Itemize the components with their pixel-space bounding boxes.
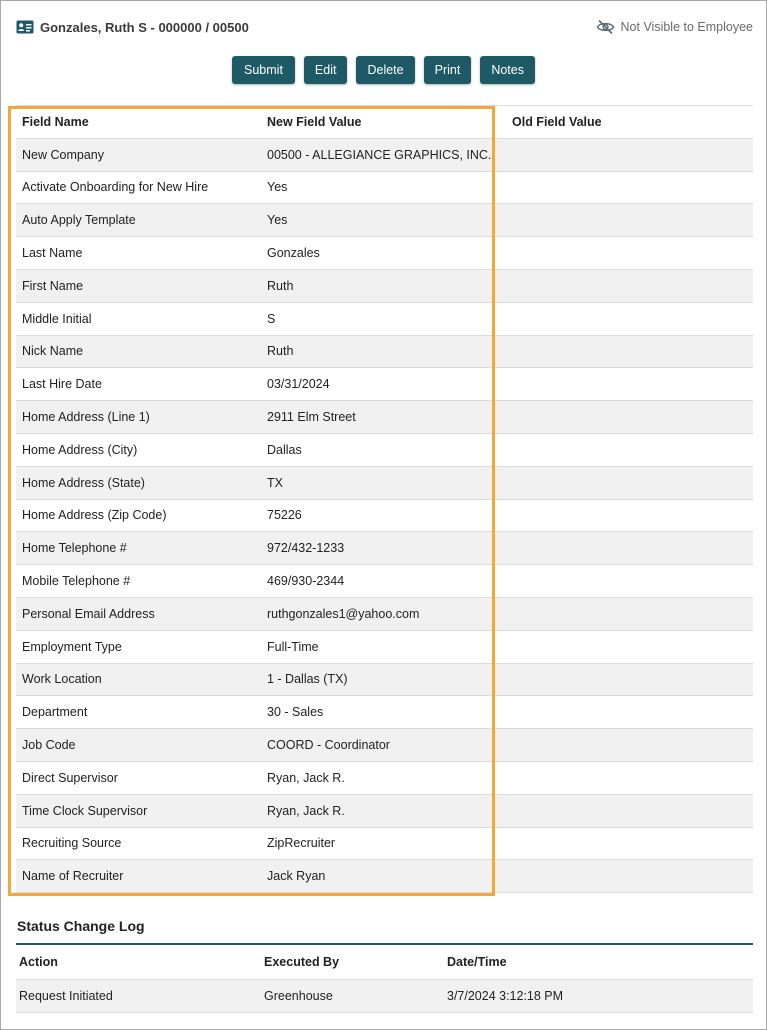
new-value-cell: Jack Ryan <box>261 860 506 893</box>
status-log-table <box>16 946 753 1013</box>
old-value-cell <box>506 827 753 860</box>
field-name-cell: Home Address (City) <box>16 433 261 466</box>
new-value-cell: Ruth <box>261 335 506 368</box>
employee-header <box>16 16 753 38</box>
old-value-cell <box>506 269 753 302</box>
delete-button[interactable]: Delete <box>356 56 414 84</box>
field-name-cell: Auto Apply Template <box>16 204 261 237</box>
new-value-cell: Ryan, Jack R. <box>261 761 506 794</box>
table-row <box>16 138 753 171</box>
new-value-cell: 00500 - ALLEGIANCE GRAPHICS, INC. <box>261 138 506 171</box>
new-value-cell: ruthgonzales1@yahoo.com <box>261 597 506 630</box>
log-column-executed-by: Executed By <box>261 946 444 979</box>
eye-slash-icon <box>596 19 615 35</box>
log-header-row <box>16 946 753 979</box>
action-toolbar <box>0 56 767 84</box>
table-row <box>16 696 753 729</box>
field-name-cell: Home Telephone # <box>16 532 261 565</box>
table-row <box>16 499 753 532</box>
new-value-cell: Gonzales <box>261 237 506 270</box>
field-name-cell: Time Clock Supervisor <box>16 794 261 827</box>
new-value-cell: 03/31/2024 <box>261 368 506 401</box>
log-action-cell: Request Initiated <box>16 979 261 1012</box>
column-header-field-name: Field Name <box>16 106 261 139</box>
field-name-cell: New Company <box>16 138 261 171</box>
old-value-cell <box>506 237 753 270</box>
new-value-cell: Full-Time <box>261 630 506 663</box>
field-name-cell: Home Address (State) <box>16 466 261 499</box>
field-name-cell: Job Code <box>16 729 261 762</box>
old-value-cell <box>506 729 753 762</box>
old-value-cell <box>506 335 753 368</box>
field-name-cell: Personal Email Address <box>16 597 261 630</box>
old-value-cell <box>506 466 753 499</box>
table-row <box>16 466 753 499</box>
new-value-cell: Dallas <box>261 433 506 466</box>
new-value-cell: 75226 <box>261 499 506 532</box>
new-value-cell: Ruth <box>261 269 506 302</box>
log-datetime-cell: 3/7/2024 3:12:18 PM <box>444 979 753 1012</box>
new-value-cell: 2911 Elm Street <box>261 401 506 434</box>
log-rows <box>16 979 753 1012</box>
old-value-cell <box>506 433 753 466</box>
old-value-cell <box>506 368 753 401</box>
visibility-label: Not Visible to Employee <box>620 20 753 34</box>
table-row <box>16 335 753 368</box>
log-row <box>16 979 753 1012</box>
old-value-cell <box>506 597 753 630</box>
old-value-cell <box>506 565 753 598</box>
new-value-cell: COORD - Coordinator <box>261 729 506 762</box>
table-row <box>16 597 753 630</box>
visibility-indicator <box>596 19 753 35</box>
employee-title-group <box>16 20 249 35</box>
table-row <box>16 171 753 204</box>
old-value-cell <box>506 401 753 434</box>
field-name-cell: First Name <box>16 269 261 302</box>
field-name-cell: Direct Supervisor <box>16 761 261 794</box>
table-row <box>16 302 753 335</box>
status-log-divider <box>16 943 753 945</box>
old-value-cell <box>506 171 753 204</box>
field-name-cell: Home Address (Line 1) <box>16 401 261 434</box>
submit-button[interactable]: Submit <box>232 56 295 84</box>
table-row <box>16 368 753 401</box>
new-value-cell: 30 - Sales <box>261 696 506 729</box>
log-column-datetime: Date/Time <box>444 946 753 979</box>
field-name-cell: Name of Recruiter <box>16 860 261 893</box>
table-row <box>16 433 753 466</box>
employee-title: Gonzales, Ruth S - 000000 / 00500 <box>40 19 249 35</box>
print-button[interactable]: Print <box>424 56 472 84</box>
table-row <box>16 860 753 893</box>
table-row <box>16 729 753 762</box>
field-name-cell: Work Location <box>16 663 261 696</box>
old-value-cell <box>506 138 753 171</box>
field-name-cell: Activate Onboarding for New Hire <box>16 171 261 204</box>
field-name-cell: Recruiting Source <box>16 827 261 860</box>
table-row <box>16 663 753 696</box>
field-change-table <box>16 105 753 893</box>
table-row <box>16 827 753 860</box>
table-row <box>16 630 753 663</box>
field-name-cell: Nick Name <box>16 335 261 368</box>
column-header-old-value: Old Field Value <box>506 106 753 139</box>
new-value-cell: ZipRecruiter <box>261 827 506 860</box>
field-rows <box>16 138 753 892</box>
edit-button[interactable]: Edit <box>304 56 348 84</box>
notes-button[interactable]: Notes <box>480 56 535 84</box>
table-row <box>16 565 753 598</box>
table-row <box>16 204 753 237</box>
old-value-cell <box>506 532 753 565</box>
table-row <box>16 401 753 434</box>
status-log-title: Status Change Log <box>17 918 145 934</box>
new-value-cell: Yes <box>261 171 506 204</box>
field-name-cell: Home Address (Zip Code) <box>16 499 261 532</box>
table-row <box>16 532 753 565</box>
new-value-cell: TX <box>261 466 506 499</box>
old-value-cell <box>506 663 753 696</box>
new-value-cell: S <box>261 302 506 335</box>
field-name-cell: Last Hire Date <box>16 368 261 401</box>
log-column-action: Action <box>16 946 261 979</box>
old-value-cell <box>506 696 753 729</box>
new-value-cell: Yes <box>261 204 506 237</box>
field-name-cell: Mobile Telephone # <box>16 565 261 598</box>
old-value-cell <box>506 794 753 827</box>
field-name-cell: Employment Type <box>16 630 261 663</box>
table-row <box>16 761 753 794</box>
new-value-cell: Ryan, Jack R. <box>261 794 506 827</box>
new-value-cell: 972/432-1233 <box>261 532 506 565</box>
log-executed-by-cell: Greenhouse <box>261 979 444 1012</box>
table-row <box>16 269 753 302</box>
old-value-cell <box>506 204 753 237</box>
field-name-cell: Middle Initial <box>16 302 261 335</box>
table-header-row <box>16 106 753 139</box>
old-value-cell <box>506 302 753 335</box>
table-row <box>16 237 753 270</box>
old-value-cell <box>506 860 753 893</box>
old-value-cell <box>506 499 753 532</box>
table-row <box>16 794 753 827</box>
id-card-icon <box>16 20 34 34</box>
old-value-cell <box>506 761 753 794</box>
field-name-cell: Last Name <box>16 237 261 270</box>
new-value-cell: 469/930-2344 <box>261 565 506 598</box>
field-name-cell: Department <box>16 696 261 729</box>
new-value-cell: 1 - Dallas (TX) <box>261 663 506 696</box>
old-value-cell <box>506 630 753 663</box>
column-header-new-value: New Field Value <box>261 106 506 139</box>
